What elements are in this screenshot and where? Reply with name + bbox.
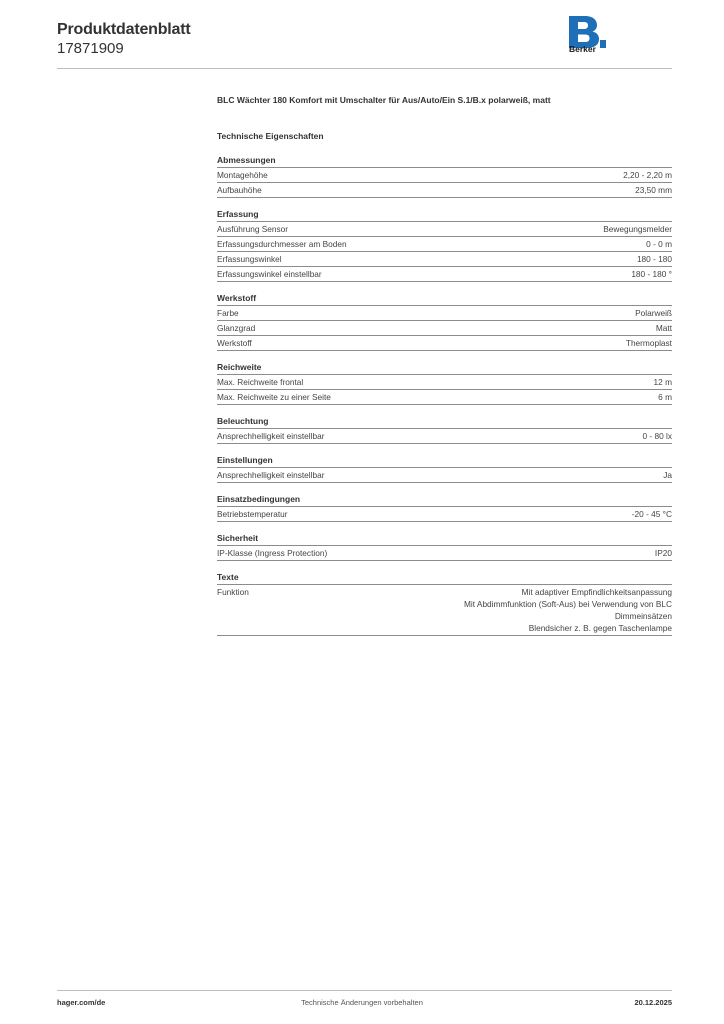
- section-einsatzbedingungen: [217, 493, 672, 522]
- property-value: 23,50 mm: [635, 185, 672, 195]
- header-divider: [57, 68, 672, 69]
- section-title: Sicherheit: [217, 532, 672, 546]
- property-row: [217, 336, 672, 351]
- property-value: Bewegungsmelder: [603, 224, 672, 234]
- property-value: Thermoplast: [625, 338, 672, 348]
- section-erfassung: [217, 208, 672, 282]
- property-value: 0 - 80 lx: [642, 431, 672, 441]
- property-row: [217, 468, 672, 483]
- section-title: Abmessungen: [217, 154, 672, 168]
- property-row: [217, 429, 672, 444]
- property-label: Erfassungsdurchmesser am Boden: [217, 239, 347, 249]
- section-abmessungen: [217, 154, 672, 198]
- property-row: [217, 375, 672, 390]
- property-row: [217, 306, 672, 321]
- property-value: 6 m: [658, 392, 672, 402]
- berker-logo-text: Berker: [569, 44, 596, 54]
- property-label: Funktion: [217, 587, 249, 597]
- property-label: Montagehöhe: [217, 170, 268, 180]
- product-number: 17871909: [57, 40, 124, 57]
- property-label: Erfassungswinkel: [217, 254, 282, 264]
- property-value: Mit Abdimmfunktion (Soft-Aus) bei Verwendung von BLC: [464, 599, 672, 609]
- footer-website: hager.com/de: [57, 998, 106, 1007]
- property-label: Ansprechhelligkeit einstellbar: [217, 431, 325, 441]
- property-value: 180 - 180 °: [631, 269, 672, 279]
- property-row: [217, 546, 672, 561]
- section-texte: [217, 571, 672, 636]
- technical-properties-heading: Technische Eigenschaften: [217, 131, 324, 141]
- property-row: [217, 267, 672, 282]
- property-row: [217, 507, 672, 522]
- footer-disclaimer: Technische Änderungen vorbehalten: [301, 998, 423, 1007]
- property-sections: [217, 154, 672, 561]
- property-value: Blendsicher z. B. gegen Taschenlampe: [528, 623, 672, 633]
- property-value: Ja: [663, 470, 672, 480]
- section-title: Beleuchtung: [217, 415, 672, 429]
- property-label: Werkstoff: [217, 338, 252, 348]
- property-row: [217, 390, 672, 405]
- property-value: Dimmeinsätzen: [614, 611, 672, 621]
- section-werkstoff: [217, 292, 672, 351]
- property-value: Matt: [655, 323, 672, 333]
- section-title: Einsatzbedingungen: [217, 493, 672, 507]
- property-value: IP20: [654, 548, 672, 558]
- property-row: [217, 585, 672, 636]
- section-title: Werkstoff: [217, 292, 672, 306]
- section-sicherheit: [217, 532, 672, 561]
- property-label: Betriebstemperatur: [217, 509, 288, 519]
- section-title: Reichweite: [217, 361, 672, 375]
- property-label: Farbe: [217, 308, 239, 318]
- property-row: [217, 183, 672, 198]
- property-value: Polarweiß: [635, 308, 672, 318]
- section-reichweite: [217, 361, 672, 405]
- property-label: Ausführung Sensor: [217, 224, 289, 234]
- section-einstellungen: [217, 454, 672, 483]
- property-value: 0 - 0 m: [646, 239, 672, 249]
- property-row: [217, 222, 672, 237]
- footer-divider: [57, 990, 672, 991]
- property-row: [217, 168, 672, 183]
- property-label: Erfassungswinkel einstellbar: [217, 269, 322, 279]
- property-label: Ansprechhelligkeit einstellbar: [217, 470, 325, 480]
- property-label: Max. Reichweite frontal: [217, 377, 304, 387]
- section-title: Texte: [217, 571, 672, 585]
- property-value: Mit adaptiver Empfindlichkeitsanpassung: [521, 587, 672, 597]
- section-title: Erfassung: [217, 208, 672, 222]
- property-label: Max. Reichweite zu einer Seite: [217, 392, 331, 402]
- property-value-list: [464, 586, 672, 634]
- property-value: -20 - 45 °C: [631, 509, 672, 519]
- property-label: IP-Klasse (Ingress Protection): [217, 548, 328, 558]
- section-title: Einstellungen: [217, 454, 672, 468]
- property-row: [217, 321, 672, 336]
- property-label: Aufbauhöhe: [217, 185, 262, 195]
- property-value: 180 - 180: [636, 254, 672, 264]
- datasheet-content: [217, 94, 672, 646]
- section-beleuchtung: [217, 415, 672, 444]
- property-value: 12 m: [653, 377, 672, 387]
- property-row: [217, 252, 672, 267]
- product-title: BLC Wächter 180 Komfort mit Umschalter für Aus/Auto/Ein S.1/B.x polarweiß, matt: [217, 95, 551, 105]
- property-value: 2,20 - 2,20 m: [623, 170, 672, 180]
- property-row: [217, 237, 672, 252]
- page-title: Produktdatenblatt: [57, 21, 191, 38]
- footer-date: 20.12.2025: [634, 998, 672, 1007]
- property-label: Glanzgrad: [217, 323, 256, 333]
